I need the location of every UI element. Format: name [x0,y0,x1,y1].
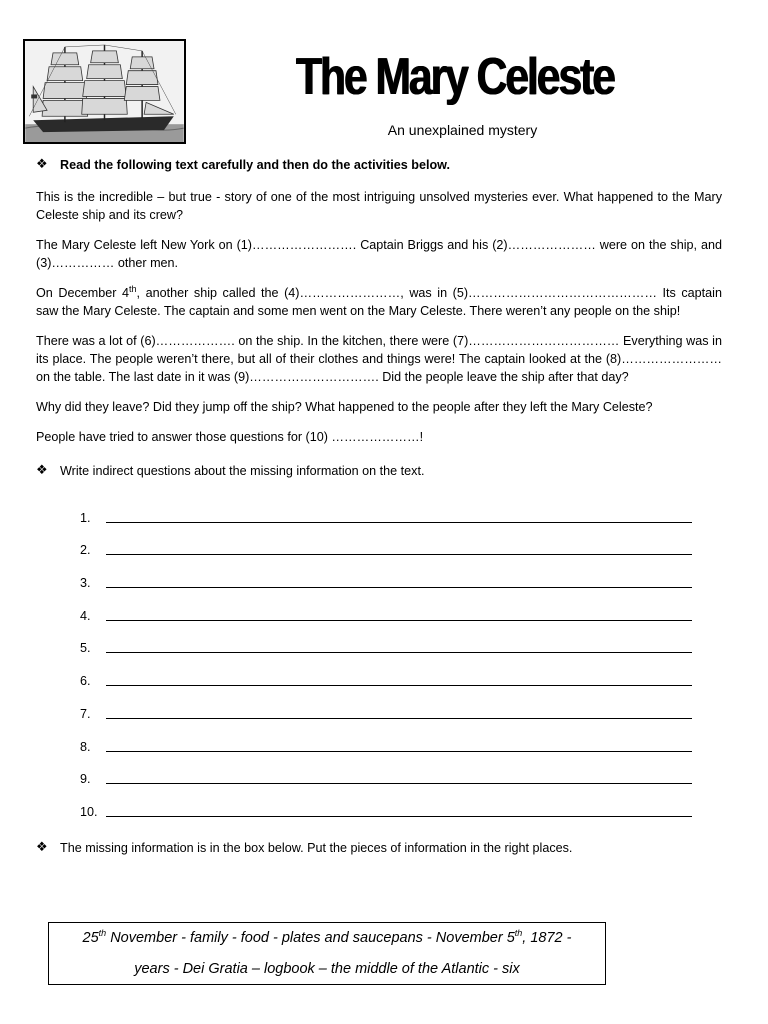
question-number: 4. [80,608,91,623]
question-number: 8. [80,739,91,754]
answer-box-line-2: years - Dei Gratia – logbook – the middle of the Atlantic - six [134,961,520,977]
question-line[interactable] [80,592,722,625]
paragraph-2: The Mary Celeste left New York on (1)……………………. Captain Briggs and his (2)………………… were on the ship, and (3)…………… other men. [36,238,722,270]
answer-line[interactable] [106,553,692,555]
answer-box-part: November - family - food - plates and saucepans - November 5 [106,930,515,946]
diamond-bullet-icon: ❖ [36,156,48,171]
question-line[interactable] [80,527,722,560]
instruction-read [36,156,722,174]
question-line[interactable] [80,559,722,592]
worksheet-body [36,156,722,871]
superscript-th: th [129,283,137,294]
question-number: 5. [80,641,91,656]
answer-line[interactable] [106,586,692,588]
answer-line[interactable] [106,782,692,784]
question-number: 10. [80,804,98,819]
answer-line[interactable] [106,521,692,523]
instruction-missing [36,839,722,857]
paragraph-3-start: On December 4 [36,286,130,300]
page-title: The Mary Celeste [296,48,614,106]
question-line[interactable] [80,657,722,690]
answer-line[interactable] [106,651,692,653]
question-line[interactable] [80,788,722,821]
question-lines [80,494,722,821]
question-number: 1. [80,510,91,525]
question-line[interactable] [80,625,722,658]
paragraph-3-rest: , another ship called the (4)……………………, was in (5)……………………………………… Its captain saw the Mary Celeste. The captain and some men went on the Mary Celeste. There weren’t any people on the ship! [36,286,722,318]
question-line[interactable] [80,756,722,789]
answer-line[interactable] [106,750,692,752]
answer-box-part: , 1872 - [522,930,572,946]
superscript-th: th [98,928,107,939]
instruction-write [36,462,722,480]
paragraph-5: Why did they leave? Did they jump off the ship? What happened to the people after they left the Mary Celeste? [36,400,653,414]
question-line[interactable] [80,690,722,723]
paragraph-1: This is the incredible – but true - story of one of the most intriguing unsolved mysteries ever. What happened to the Mary Celeste ship and its crew? [36,190,722,222]
superscript-th: th [514,928,523,939]
answer-box-line-1 [49,923,605,954]
diamond-bullet-icon: ❖ [36,462,48,477]
missing-information-box [48,922,606,985]
instruction-read-text: Read the following text carefully and then do the activities below. [60,158,451,172]
diamond-bullet-icon: ❖ [36,838,48,854]
question-number: 6. [80,674,91,689]
paragraph-6: People have tried to answer those questions for (10) …………………! [36,430,424,444]
question-number: 9. [80,772,91,787]
answer-line[interactable] [106,717,692,719]
ship-image [23,39,186,144]
paragraph-4: There was a lot of (6)………………. on the ship. In the kitchen, there were (7)……………………………… Everything was in its place. The people weren’t there, but all of their clothes and things were! The captain looked at the (8)…………………… on the table. The last date in it was (9)…………………………. Did the people leave the ship after that day? [36,334,722,384]
answer-line[interactable] [106,684,692,686]
paragraph-3 [36,284,722,320]
question-number: 7. [80,706,91,721]
instruction-missing-text: The missing information is in the box below. Put the pieces of information in the right places. [60,840,573,855]
question-line[interactable] [80,494,722,527]
sailing-ship-icon [25,41,184,142]
question-line[interactable] [80,723,722,756]
answer-box-part: 25 [82,930,99,946]
question-number: 3. [80,576,91,591]
answer-line[interactable] [106,815,692,817]
answer-line[interactable] [106,619,692,621]
question-number: 2. [80,543,91,558]
page-subtitle: An unexplained mystery [387,122,538,138]
instruction-write-text: Write indirect questions about the missing information on the text. [60,464,425,478]
